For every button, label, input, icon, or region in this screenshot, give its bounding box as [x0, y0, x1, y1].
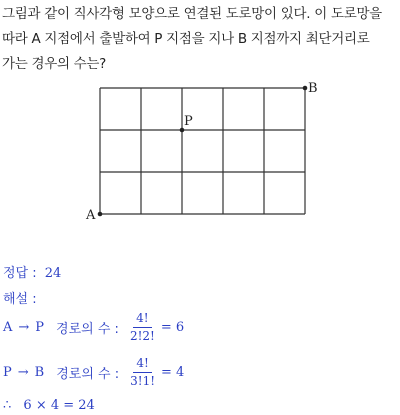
answer-value: 24: [44, 266, 62, 281]
step2-numerator: 4!: [133, 356, 151, 373]
step2-text: 경로의 수 :: [56, 367, 120, 382]
step2-denominator: 3!1!: [130, 374, 156, 388]
step1-from: A: [3, 320, 13, 335]
point-b-dot: [303, 86, 308, 91]
step1-text: 경로의 수 :: [56, 322, 119, 337]
step2-result: = 4: [161, 365, 185, 380]
problem-line-2: 따라 A 지점에서 출발하여 P 지점을 지나 B 지점까지 최단거리로: [2, 31, 370, 47]
problem-line-3: 가는 경우의 수는?: [2, 56, 107, 72]
problem-line-1: 그림과 같이 직사각형 모양으로 연결된 도로망이 있다. 이 도로망을: [2, 6, 382, 22]
step-a-to-p: [3, 311, 184, 344]
step1-to: P: [35, 320, 45, 335]
answer-line: [3, 262, 61, 281]
step2-fraction: [127, 356, 158, 389]
point-b-label: B: [308, 81, 318, 96]
step1-arrow: →: [18, 320, 30, 335]
explanation-label: 해설 :: [3, 292, 37, 307]
point-a-label: A: [86, 208, 96, 223]
therefore-symbol: ∴: [3, 398, 12, 413]
step1-denominator: 2!2!: [129, 329, 155, 343]
step1-numerator: 4!: [133, 311, 151, 328]
step1-fraction: [127, 311, 158, 344]
step1-result: = 6: [160, 320, 185, 335]
step2-to: B: [34, 365, 45, 380]
point-a-dot: [98, 212, 103, 217]
final-expression: 6 × 4 = 24: [23, 398, 95, 413]
step-p-to-b: [3, 356, 184, 389]
point-p-label: P: [184, 114, 193, 129]
answer-label: 정답 :: [3, 266, 37, 281]
grid-lines: [100, 88, 305, 214]
step2-arrow: →: [17, 365, 29, 380]
step2-from: P: [3, 365, 12, 380]
final-answer: [3, 398, 95, 413]
